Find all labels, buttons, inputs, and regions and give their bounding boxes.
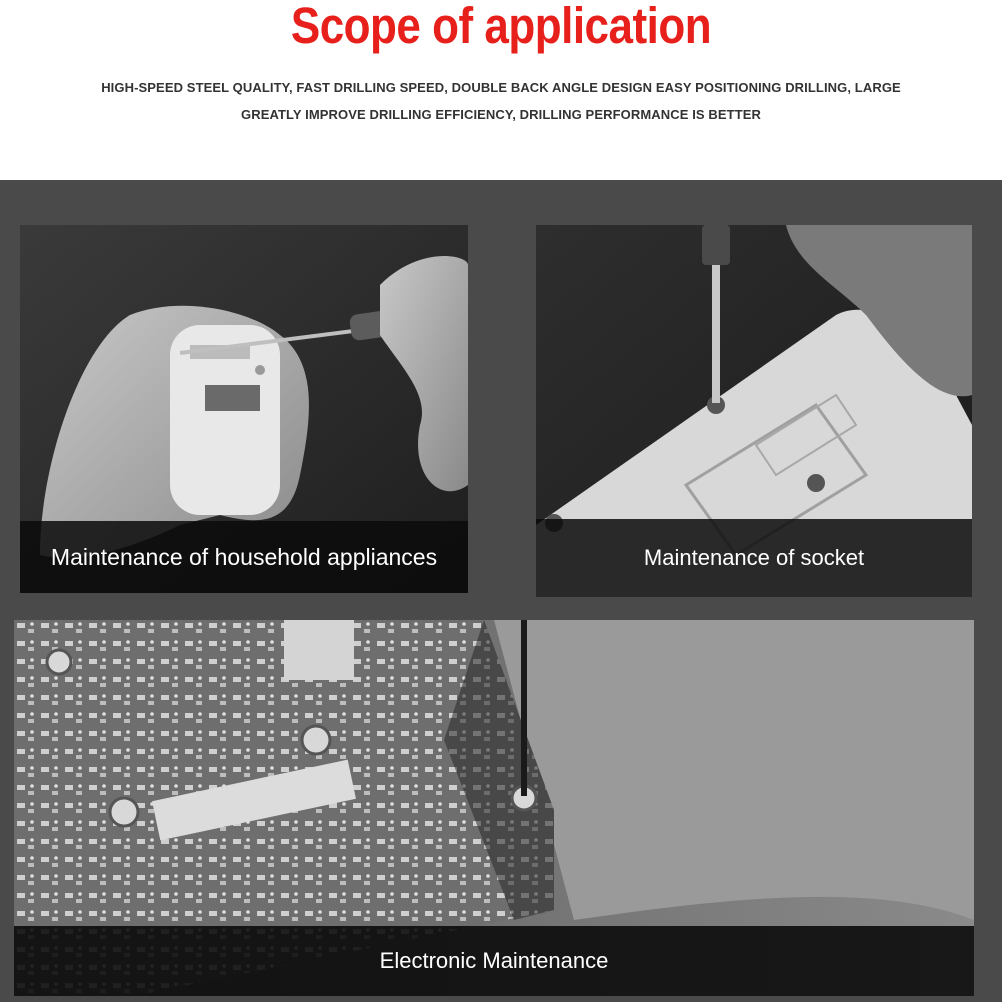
subtitle-line-2: GREATLY IMPROVE DRILLING EFFICIENCY, DRILLING PERFORMANCE IS BETTER (241, 107, 761, 122)
caption-socket: Maintenance of socket (536, 519, 972, 597)
header-section (0, 0, 1002, 180)
card-household-appliances (20, 225, 468, 593)
card-electronic-maintenance (14, 620, 974, 996)
card-socket (536, 225, 972, 597)
caption-electronic-maintenance: Electronic Maintenance (14, 926, 974, 996)
application-gallery (0, 180, 1002, 1002)
subtitle-line-1: HIGH-SPEED STEEL QUALITY, FAST DRILLING SPEED, DOUBLE BACK ANGLE DESIGN EASY POSITIONING DRILLING, LARGE (101, 80, 901, 95)
caption-household-appliances: Maintenance of household appliances (20, 521, 468, 593)
page-title: Scope of application (290, 0, 712, 55)
